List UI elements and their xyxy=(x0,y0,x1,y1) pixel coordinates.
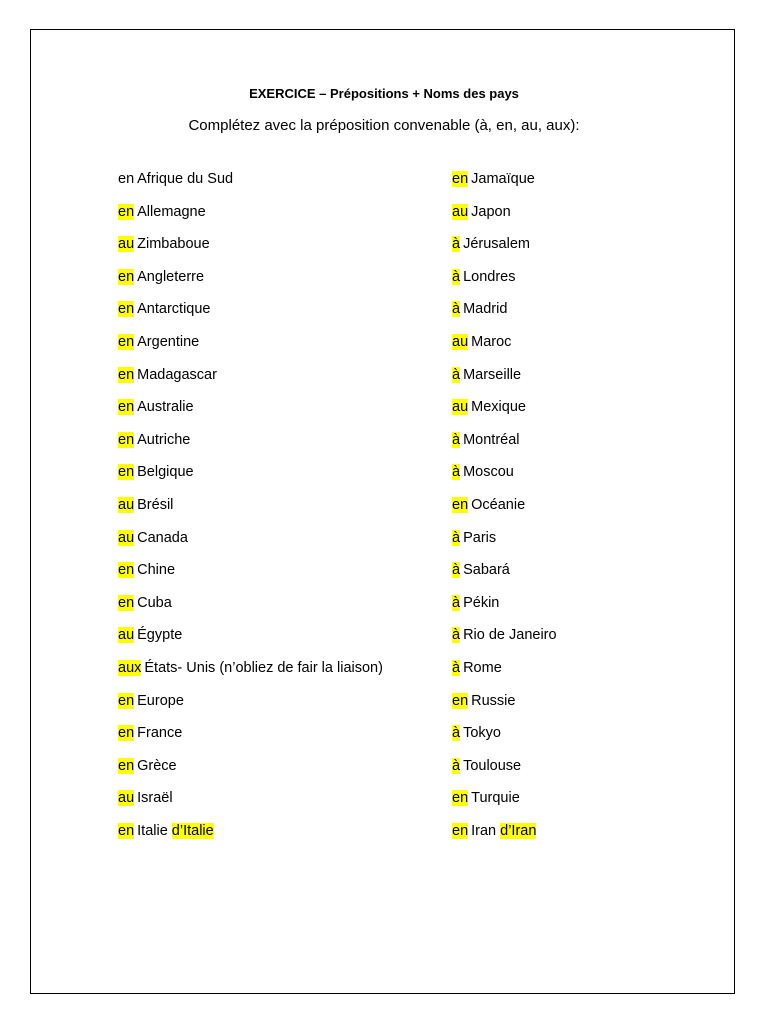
country-name: Maroc xyxy=(471,333,512,350)
country-name: Europe xyxy=(137,692,184,709)
list-item xyxy=(452,398,557,431)
list-item xyxy=(118,431,383,464)
country-name: Autriche xyxy=(137,431,191,448)
preposition: au xyxy=(452,333,469,350)
preposition: au xyxy=(118,236,135,253)
list-item xyxy=(452,235,557,268)
preposition: en xyxy=(452,496,469,513)
preposition: en xyxy=(118,333,135,350)
preposition: à xyxy=(452,301,461,318)
country-name: Toulouse xyxy=(463,757,522,774)
list-item xyxy=(452,300,557,333)
list-item xyxy=(452,789,557,822)
preposition: en xyxy=(118,431,135,448)
preposition: en xyxy=(118,464,135,481)
country-name: Australie xyxy=(137,399,194,416)
country-name: Japon xyxy=(471,203,511,220)
preposition: au xyxy=(118,790,135,807)
preposition: au xyxy=(118,529,135,546)
list-item xyxy=(452,757,557,790)
preposition: à xyxy=(452,236,461,253)
list-item xyxy=(118,170,383,203)
list-item xyxy=(452,170,557,203)
country-name: France xyxy=(137,725,183,742)
left-column xyxy=(118,170,383,854)
preposition: en xyxy=(452,692,469,709)
list-item xyxy=(452,626,557,659)
country-name: Mexique xyxy=(471,399,526,416)
country-name: Zimbaboue xyxy=(137,236,210,253)
country-name: Rio de Janeiro xyxy=(463,627,557,644)
preposition: en xyxy=(452,790,469,807)
list-item xyxy=(452,594,557,627)
country-name: Pékin xyxy=(463,594,500,611)
preposition: à xyxy=(452,268,461,285)
list-item xyxy=(118,300,383,333)
list-item xyxy=(452,366,557,399)
country-name: Italie xyxy=(137,822,168,839)
preposition: en xyxy=(118,725,135,742)
country-name: Océanie xyxy=(471,496,526,513)
list-item xyxy=(452,463,557,496)
list-item xyxy=(452,496,557,529)
list-item xyxy=(118,561,383,594)
preposition: en xyxy=(118,171,135,187)
list-item xyxy=(452,659,557,692)
list-item xyxy=(118,789,383,822)
right-column xyxy=(452,170,557,854)
country-name: Chine xyxy=(137,562,176,579)
country-name: Londres xyxy=(463,268,516,285)
preposition: à xyxy=(452,594,461,611)
country-name: Tokyo xyxy=(463,725,501,742)
extra-answer: d’Iran xyxy=(500,822,537,839)
preposition: à xyxy=(452,659,461,676)
country-name: Belgique xyxy=(137,464,194,481)
list-item xyxy=(452,431,557,464)
country-name: Argentine xyxy=(137,333,200,350)
preposition: à xyxy=(452,562,461,579)
list-item xyxy=(452,529,557,562)
preposition: à xyxy=(452,757,461,774)
preposition: en xyxy=(118,268,135,285)
preposition: à xyxy=(452,431,461,448)
exercise-instruction: Complétez avec la préposition convenable (à, en, au, aux): xyxy=(188,117,580,134)
country-name: Allemagne xyxy=(137,203,206,220)
list-item xyxy=(118,822,383,855)
list-item xyxy=(118,529,383,562)
country-name: Angleterre xyxy=(137,268,205,285)
list-item xyxy=(118,366,383,399)
country-name: Brésil xyxy=(137,496,174,513)
preposition: à xyxy=(452,366,461,383)
country-name: Rome xyxy=(463,659,502,676)
list-item xyxy=(118,463,383,496)
preposition: en xyxy=(118,822,135,839)
preposition: à xyxy=(452,464,461,481)
country-name: Moscou xyxy=(463,464,514,481)
list-item xyxy=(118,268,383,301)
list-item xyxy=(452,724,557,757)
preposition: au xyxy=(118,496,135,513)
list-item xyxy=(452,561,557,594)
country-name: Madagascar xyxy=(137,366,217,383)
list-item xyxy=(452,203,557,236)
list-item xyxy=(118,333,383,366)
list-item xyxy=(118,757,383,790)
country-name: Israël xyxy=(137,790,173,807)
country-name: Cuba xyxy=(137,594,172,611)
preposition: en xyxy=(118,757,135,774)
country-name: Madrid xyxy=(463,301,508,318)
list-item xyxy=(118,496,383,529)
country-name: Antarctique xyxy=(137,301,211,318)
country-name: Turquie xyxy=(471,790,520,807)
preposition: en xyxy=(118,399,135,416)
country-name: Montréal xyxy=(463,431,520,448)
country-name: Iran xyxy=(471,822,497,839)
country-name: Russie xyxy=(471,692,516,709)
country-name: Canada xyxy=(137,529,188,546)
list-item xyxy=(452,333,557,366)
exercise-title: EXERCICE – Prépositions + Noms des pays xyxy=(249,86,519,101)
list-item xyxy=(118,203,383,236)
preposition: en xyxy=(118,594,135,611)
preposition: au xyxy=(452,399,469,416)
preposition: à xyxy=(452,529,461,546)
country-name: Afrique du Sud xyxy=(137,171,234,187)
preposition: en xyxy=(452,171,469,187)
preposition: à xyxy=(452,627,461,644)
preposition: au xyxy=(452,203,469,220)
extra-answer: d’Italie xyxy=(171,822,214,839)
country-name: Paris xyxy=(463,529,497,546)
preposition: en xyxy=(118,366,135,383)
country-name: Jamaïque xyxy=(471,171,535,187)
preposition: à xyxy=(452,725,461,742)
list-item xyxy=(118,594,383,627)
list-item xyxy=(452,822,557,855)
list-item xyxy=(452,692,557,725)
preposition: en xyxy=(118,301,135,318)
preposition: en xyxy=(118,562,135,579)
list-item xyxy=(118,398,383,431)
list-item xyxy=(118,724,383,757)
preposition: au xyxy=(118,627,135,644)
list-item xyxy=(118,626,383,659)
list-item xyxy=(118,692,383,725)
list-item xyxy=(118,659,383,692)
country-name: Égypte xyxy=(137,627,183,644)
preposition: en xyxy=(452,822,469,839)
country-name: Grèce xyxy=(137,757,177,774)
preposition: en xyxy=(118,203,135,220)
country-name: Sabará xyxy=(463,562,510,579)
preposition: aux xyxy=(118,659,142,676)
list-item xyxy=(118,235,383,268)
country-name: États- Unis (n’obliez de fair la liaison) xyxy=(144,659,383,676)
country-name: Jérusalem xyxy=(463,236,530,253)
list-item xyxy=(452,268,557,301)
country-name: Marseille xyxy=(463,366,522,383)
preposition: en xyxy=(118,692,135,709)
